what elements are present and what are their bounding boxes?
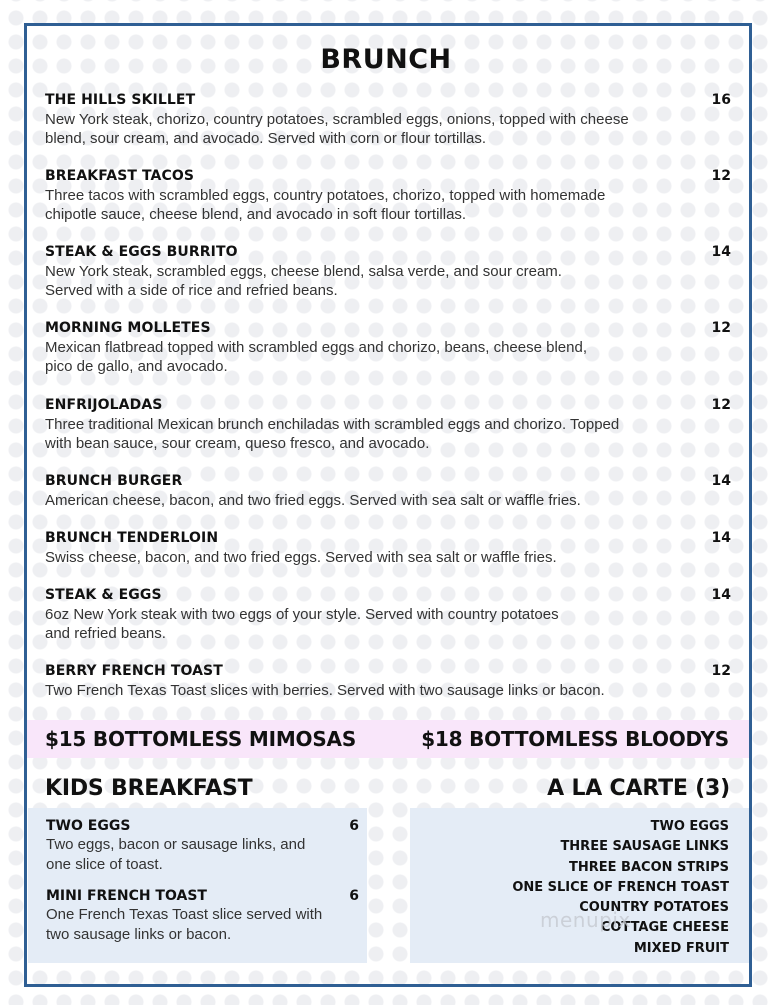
item-price: 14 [711, 244, 731, 260]
item-name: BREAKFAST TACOS [45, 168, 195, 184]
item-name: BRUNCH TENDERLOIN [45, 530, 219, 546]
kids-item-price: 6 [349, 888, 359, 904]
kids-item-name: MINI FRENCH TOAST [46, 888, 207, 904]
a-la-carte-item: TWO EGGS [650, 819, 729, 834]
menu-item [45, 586, 733, 643]
kids-item [46, 888, 359, 945]
item-price: 14 [711, 530, 731, 546]
watermark-logo: menupix [540, 908, 631, 932]
item-desc-line: and refried beans. [45, 625, 166, 642]
menu-item [45, 167, 733, 224]
item-desc-line: with bean sauce, sour cream, queso fresco, and avocado. [45, 435, 430, 452]
item-price: 16 [711, 92, 731, 108]
a-la-carte-box [410, 808, 749, 963]
item-price: 12 [711, 397, 731, 413]
item-name: ENFRIJOLADAS [45, 397, 163, 413]
kids-item-price: 6 [349, 818, 359, 834]
item-desc-line: blend, sour cream, and avocado. Served with corn or flour tortillas. [45, 130, 487, 147]
menu-item [45, 472, 733, 510]
item-desc-line: Three tacos with scrambled eggs, country potatoes, chorizo, topped with homemade [45, 187, 606, 204]
kids-item-desc-line: Two eggs, bacon or sausage links, and [46, 836, 306, 853]
item-name: MORNING MOLLETES [45, 320, 211, 336]
item-name: BRUNCH BURGER [45, 473, 183, 489]
a-la-carte-item: THREE BACON STRIPS [569, 859, 729, 875]
item-name: BERRY FRENCH TOAST [45, 663, 223, 679]
kids-item-desc-line: One French Texas Toast slice served with [46, 906, 323, 923]
a-la-carte-item: THREE SAUSAGE LINKS [560, 839, 729, 855]
kids-item-desc-line: one slice of toast. [46, 856, 163, 873]
item-desc-line: Mexican flatbread topped with scrambled eggs and chorizo, beans, cheese blend, [45, 339, 587, 356]
menu-item [45, 396, 733, 453]
bottomless-banner [27, 720, 749, 758]
item-desc-line: chipotle sauce, cheese blend, and avocado in soft flour tortillas. [45, 206, 467, 223]
a-la-carte-item: COUNTRY POTATOES [579, 900, 729, 916]
kids-item [46, 818, 359, 875]
kids-breakfast-box [28, 808, 367, 963]
item-desc-line: Two French Texas Toast slices with berries. Served with two sausage links or bacon. [45, 682, 605, 699]
item-desc-line: New York steak, scrambled eggs, cheese blend, salsa verde, and sour cream. [45, 263, 562, 280]
page-title: BRUNCH [320, 44, 452, 75]
mimosas-special: $15 BOTTOMLESS MIMOSAS [45, 727, 357, 751]
item-desc-line: Served with a side of rice and refried beans. [45, 282, 338, 299]
item-price: 12 [711, 168, 731, 184]
item-desc-line: Three traditional Mexican brunch enchiladas with scrambled eggs and chorizo. Topped [45, 416, 620, 433]
item-desc-line: Swiss cheese, bacon, and two fried eggs. Served with sea salt or waffle fries. [45, 549, 557, 566]
bloodys-special: $18 BOTTOMLESS BLOODYS [421, 727, 729, 751]
item-desc-line: pico de gallo, and avocado. [45, 358, 228, 375]
item-price: 14 [711, 587, 731, 603]
item-name: THE HILLS SKILLET [45, 92, 196, 108]
a-la-carte-heading: A LA CARTE (3) [547, 776, 730, 801]
kids-item-desc-line: two sausage links or bacon. [46, 926, 232, 943]
menu-item [45, 243, 733, 300]
menu-item [45, 319, 733, 376]
menu-item [45, 529, 733, 567]
item-desc-line: New York steak, chorizo, country potatoes, scrambled eggs, onions, topped with cheese [45, 111, 629, 128]
item-price: 12 [711, 320, 731, 336]
a-la-carte-item: COTTAGE CHEESE [600, 920, 729, 936]
item-desc-line: American cheese, bacon, and two fried eggs. Served with sea salt or waffle fries. [45, 492, 581, 509]
a-la-carte-item: ONE SLICE OF FRENCH TOAST [512, 879, 729, 895]
item-name: STEAK & EGGS [45, 587, 162, 603]
item-desc-line: 6oz New York steak with two eggs of your style. Served with country potatoes [45, 606, 559, 623]
kids-item-name: TWO EGGS [46, 818, 131, 834]
item-price: 12 [711, 663, 731, 679]
item-price: 14 [711, 473, 731, 489]
menu-item [45, 91, 733, 148]
kids-breakfast-heading: KIDS BREAKFAST [45, 776, 253, 801]
item-name: STEAK & EGGS BURRITO [45, 244, 238, 260]
a-la-carte-item: MIXED FRUIT [633, 940, 729, 956]
menu-item [45, 662, 733, 700]
